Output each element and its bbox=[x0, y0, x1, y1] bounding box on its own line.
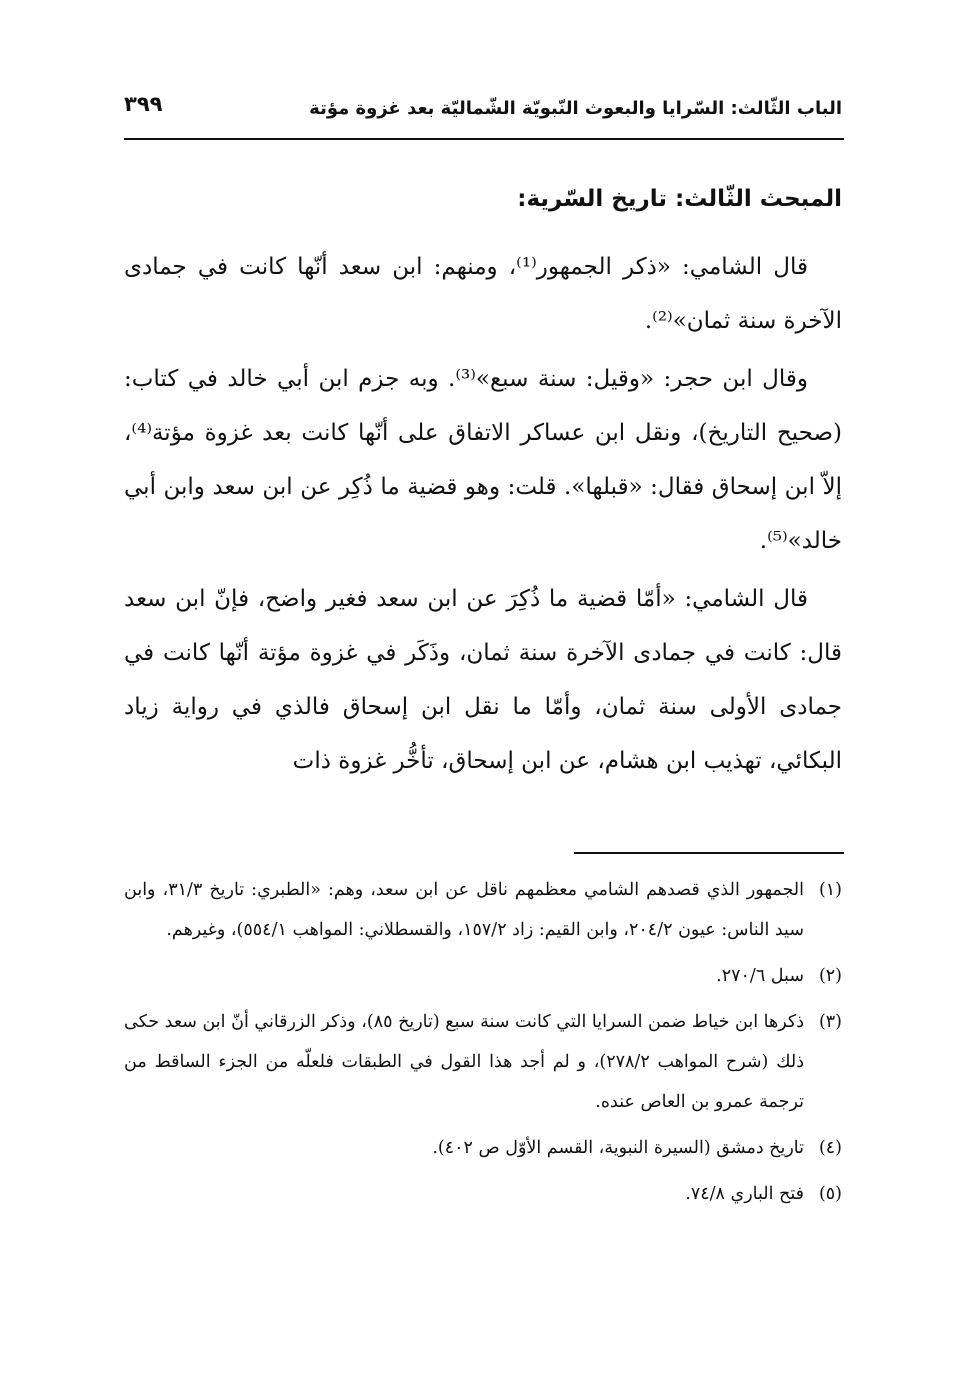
footnote-4 bbox=[124, 1128, 842, 1168]
running-header bbox=[124, 88, 842, 128]
footnote-number: (٣) bbox=[818, 1012, 842, 1032]
section-title: المبحث الثّالث: تاريخ السّرية: bbox=[517, 186, 842, 212]
main-text bbox=[124, 172, 842, 792]
footnote-3 bbox=[124, 1002, 842, 1122]
footnote-1 bbox=[124, 870, 842, 950]
paragraph-2: وقال ابن حجر: «وقيل: سنة سبع»⁽³⁾. وبه جزم ابن أبي خالد في كتاب: (صحيح التاريخ)، ونقل ابن عساكر الاتفاق على أنّها كانت بعد غزوة مؤتة⁽⁴⁾، إلاّ ابن إسحاق فقال: «قبلها». قلت: وهو قضية ما ذُكِر عن ابن سعد وابن أبي خالد»⁽⁵⁾. bbox=[124, 366, 842, 554]
footnote-number: (٤) bbox=[818, 1138, 842, 1158]
footnote-number: (٢) bbox=[818, 966, 842, 986]
footnote-text: تاريخ دمشق (السيرة النبوية، القسم الأوّل ص ٤٠٢). bbox=[432, 1138, 804, 1158]
footnote-text: فتح الباري ٧٤/٨. bbox=[685, 1184, 804, 1204]
footnote-number: (٥) bbox=[818, 1184, 842, 1204]
footnote-text: ذكرها ابن خياط ضمن السرايا التي كانت سنة سبع (تاريخ ٨٥)، وذكر الزرقاني أنّ ابن سعد حكى ذلك (شرح المواهب ٢٧٨/٢)، و لم أجد هذا القول في الطبقات فلعلّه من الجزء الساقط من ترجمة عمرو بن العاص عنده. bbox=[124, 1012, 804, 1112]
footnotes bbox=[124, 870, 842, 1220]
footnote-2 bbox=[124, 956, 842, 996]
paragraph-1: قال الشامي: «ذكر الجمهور⁽¹⁾، ومنهم: ابن سعد أنّها كانت في جمادى الآخرة سنة ثمان»⁽²⁾. bbox=[124, 254, 842, 334]
footnote-text: الجمهور الذي قصدهم الشامي معظمهم ناقل عن ابن سعد، وهم: «الطبري: تاريخ ٣١/٣، وابن سيد الناس: عيون ٢٠٤/٢، وابن القيم: زاد ١٥٧/٢، والقسطلاني: المواهب ٥٥٤/١)، وغيرهم. bbox=[124, 880, 804, 940]
footnote-5 bbox=[124, 1174, 842, 1214]
footnote-rule bbox=[574, 852, 844, 854]
running-title: الباب الثّالث: السّرايا والبعوث النّبويّة الشّماليّة بعد غزوة مؤتة bbox=[309, 98, 842, 119]
footnote-text: سبل ٢٧٠/٦. bbox=[716, 966, 804, 986]
header-rule bbox=[124, 138, 844, 140]
page-number: ٣٩٩ bbox=[124, 92, 163, 116]
paragraph-3: قال الشامي: «أمّا قضية ما ذُكِرَ عن ابن سعد فغير واضح، فإنّ ابن سعد قال: كانت في جمادى الآخرة سنة ثمان، وذَكَر في غزوة مؤتة أنّها كانت في جمادى الأولى سنة ثمان، وأمّا ما نقل ابن إسحاق فالذي في رواية زياد البكائي، تهذيب ابن هشام، عن ابن إسحاق، تأخُّر غزوة ذات bbox=[124, 586, 842, 774]
footnote-number: (١) bbox=[818, 880, 842, 900]
